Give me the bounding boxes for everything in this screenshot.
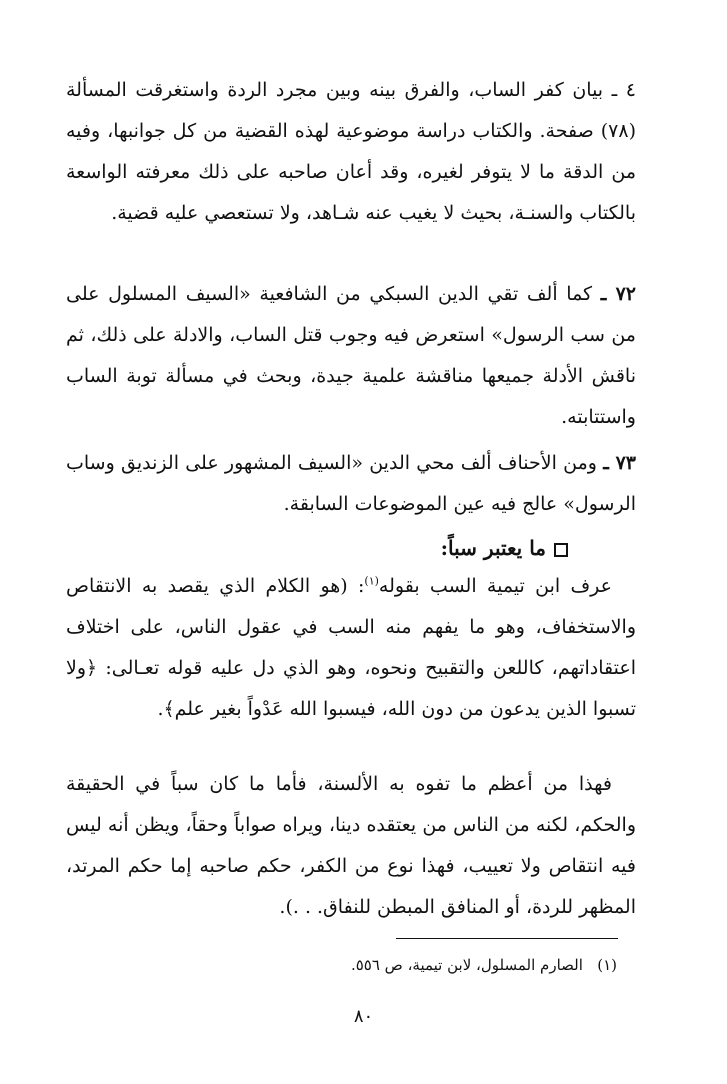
page-number: ٨٠ <box>353 1006 374 1027</box>
definition-paragraph: عرف ابن تيمية السب بقوله$^{(١)}$: (هو الكلام الذي يقصد به الانتقاص والاستخفاف، وهو ما يفهم منه السب في عقول الناس، على اختلاف اعتقاداتهم، كاللعن والتقبيح ونحوه، وهو الذي دل عليه قوله تعـالى: ﴿ولا تسبوا الذين يدعون من دون الله، فيسبوا الله عَدْواً بغير علم﴾. <box>66 574 636 720</box>
item-number: ٧٢ ـ <box>600 283 636 305</box>
footnote-text: الصارم المسلول، لابن تيمية، ص ٥٥٦. <box>350 956 583 974</box>
paragraph-text: كما ألف تقي الدين السبكي من الشافعية «السيف المسلول على من سب الرسول» استعرض فيه وجوب قتل الساب، والادلة على ذلك، ثم ناقش الأدلة جميعها مناقشة علمية جيدة، وبحث في مسألة توبة الساب واستتابته. <box>66 283 636 428</box>
square-bullet-icon <box>554 543 568 557</box>
footnote-divider <box>396 938 618 939</box>
paragraph-text: ٤ ـ بيان كفر الساب، والفرق بينه وبين مجرد الردة واستغرقت المسألة (٧٨) صفحة. والكتاب دراسة موضوعية لهذه القضية من كل جوانبها، وفيه من الدقة ما لا يتوفر لغيره، وقد أعان صاحبه على ذلك معرفته الواسعة بالكتاب والسنـة، بحيث لا يغيب عنه شـاهد، ولا تستعصي عليه قضية. <box>66 79 636 224</box>
paragraph-item-73 <box>66 443 636 525</box>
section-heading: ما يعتبر سباً: <box>441 528 568 569</box>
footnote-reference: (١) <box>364 574 379 588</box>
paragraph-text: ومن الأحناف ألف محي الدين «السيف المشهور على الزنديق وساب الرسول» عالج فيه عين الموضوعات السابقة. <box>66 452 636 515</box>
paragraph-item-72 <box>66 274 636 438</box>
explanation-paragraph: فهذا من أعظم ما تفوه به الألسنة، فأما ما كان سباً في الحقيقة والحكم، لكنه من الناس من يعتقده دينا، ويراه صواباً وحقاً، ويظن أنه ليس فيه انتقاص ولا تعييب، فهذا نوع من الكفر، حكم صاحبه إما حكم المرتد، المظهر للردة، أو المنافق المبطن للنفاق. . .). <box>66 773 636 918</box>
footnote <box>351 952 617 978</box>
item-number: ٧٣ ـ <box>603 452 637 474</box>
footnote-marker: (١) <box>597 956 617 974</box>
paragraph-item-4 <box>66 70 636 234</box>
